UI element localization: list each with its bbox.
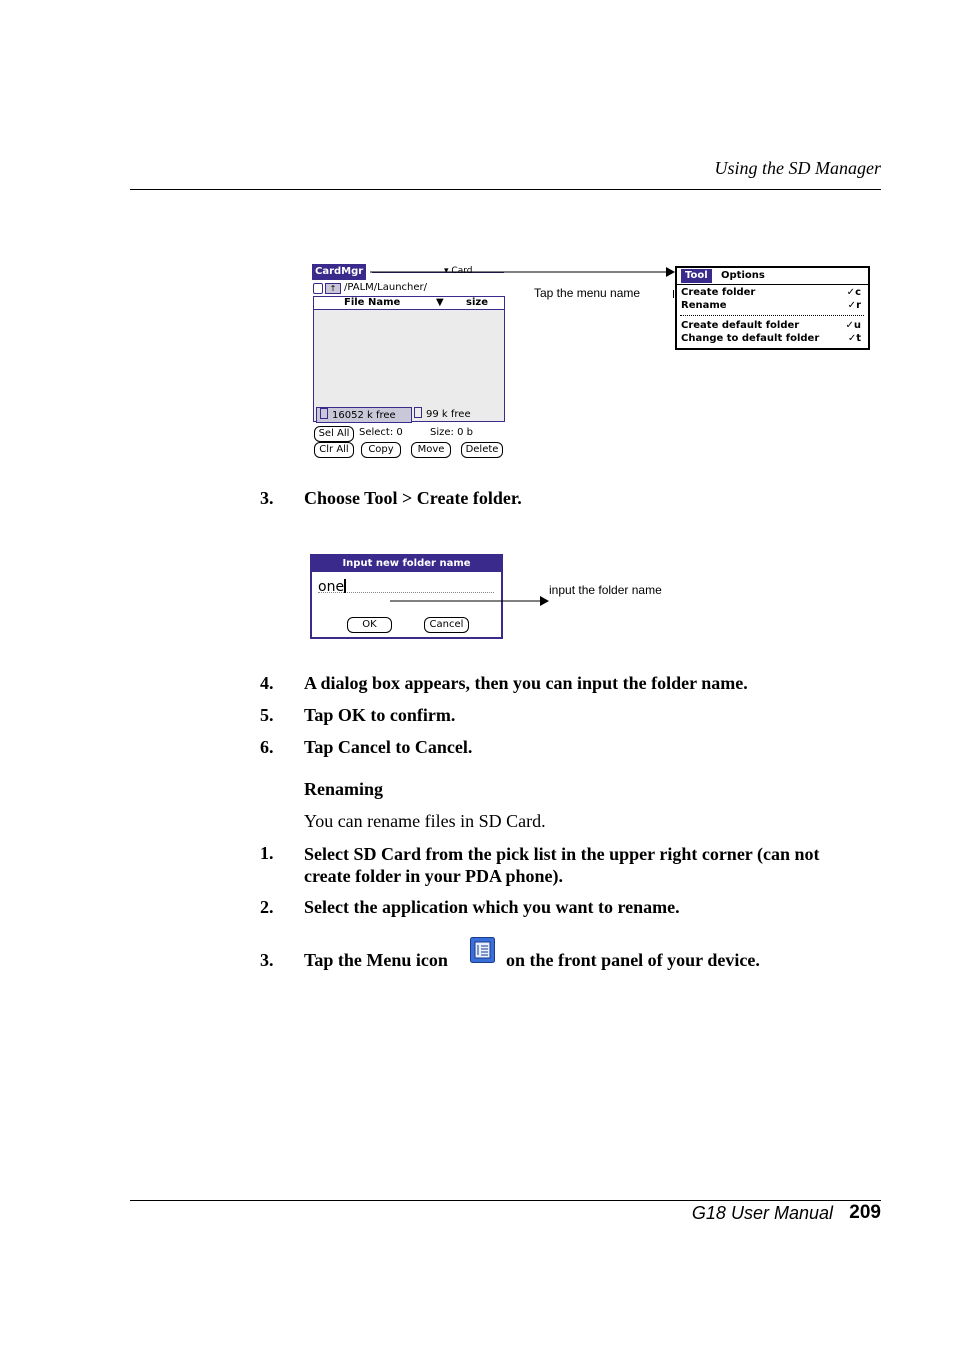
step-text: A dialog box appears, then you can input the folder name. <box>304 673 748 693</box>
folder-name-value: one <box>318 579 345 595</box>
step-number: 1. <box>260 843 274 863</box>
callout-tick <box>673 290 674 298</box>
shortcut-t: ✓t <box>847 333 861 344</box>
delete-button[interactable]: Delete <box>461 442 503 458</box>
text-cursor <box>344 579 346 593</box>
running-header: Using the SD Manager <box>714 158 881 178</box>
step-text: Tap Cancel to Cancel. <box>304 737 473 757</box>
section-intro: You can rename files in SD Card. <box>304 811 546 831</box>
card-free-space: 16052 k free <box>316 407 412 423</box>
sel-all-button[interactable]: Sel All <box>314 426 354 442</box>
device-memory-icon <box>414 407 422 418</box>
callout-arrow-2 <box>390 595 550 607</box>
file-list-header <box>314 297 504 310</box>
select-count: Select: 0 <box>359 427 403 438</box>
cancel-button[interactable]: Cancel <box>424 617 469 633</box>
column-size[interactable]: size <box>466 297 488 308</box>
step-text: Tap OK to confirm. <box>304 705 456 725</box>
section-heading: Renaming <box>304 779 384 799</box>
footer-rule <box>130 1200 881 1201</box>
move-button[interactable]: Move <box>411 442 451 458</box>
menu-tab-tool[interactable]: Tool <box>681 269 712 283</box>
step-text-before: Tap the Menu icon <box>304 950 448 970</box>
current-path: /PALM/Launcher/ <box>344 282 428 293</box>
copy-button[interactable]: Copy <box>361 442 401 458</box>
footer-title: G18 User Manual <box>691 1203 833 1223</box>
ok-button[interactable]: OK <box>347 617 392 633</box>
menu-item-change-to-default-folder[interactable]: Change to default folder ✓t <box>681 333 861 344</box>
step-number: 3. <box>260 950 274 970</box>
card-icon <box>320 408 328 419</box>
step-text: Choose Tool > Create folder. <box>304 488 522 508</box>
step-text: Select the application which you want to rename. <box>304 897 680 917</box>
folder-up-icon[interactable]: ↑ <box>325 283 341 294</box>
device-icon[interactable] <box>313 283 323 294</box>
cardmgr-screenshot <box>312 263 505 459</box>
menu-item-rename[interactable]: Rename ✓r <box>681 300 861 311</box>
dialog-title: Input new folder name <box>312 556 501 572</box>
callout-menu-name: Tap the menu name <box>534 286 641 300</box>
step-number: 5. <box>260 705 274 725</box>
step-number: 2. <box>260 897 274 917</box>
clr-all-button[interactable]: Clr All <box>314 442 354 458</box>
header-rule <box>130 189 881 190</box>
callout-folder-name: input the folder name <box>549 583 662 597</box>
step-text: Select SD Card from the pick list in the upper right corner (can not create folder in your PDA phone). <box>304 844 820 886</box>
menu-icon <box>470 937 495 963</box>
app-title: CardMgr <box>312 264 366 280</box>
shortcut-c: ✓c <box>846 287 861 298</box>
menu-separator <box>680 315 864 316</box>
path-row <box>312 282 505 294</box>
step-number: 3. <box>260 488 274 508</box>
shortcut-u: ✓u <box>845 320 861 331</box>
menu-item-create-default-folder[interactable]: Create default folder ✓u <box>681 320 861 331</box>
menu-bar <box>677 268 868 285</box>
page-number: 209 <box>849 1202 881 1223</box>
menu-tab-options[interactable]: Options <box>721 270 765 281</box>
sort-triangle-icon[interactable]: ▼ <box>436 297 444 308</box>
size-total: Size: 0 b <box>430 427 473 438</box>
step-text-after: on the front panel of your device. <box>506 950 760 970</box>
callout-arrow-1 <box>370 266 676 278</box>
card-selector-label: Card <box>451 266 473 276</box>
file-list[interactable] <box>313 296 505 422</box>
column-file-name[interactable]: File Name <box>344 297 401 308</box>
device-free-space: 99 k free <box>414 407 471 422</box>
dropdown-triangle-icon: ▾ <box>444 266 449 276</box>
shortcut-r: ✓r <box>847 300 861 311</box>
step-number: 4. <box>260 673 274 693</box>
menu-item-create-folder[interactable]: Create folder ✓c <box>681 287 861 298</box>
step-number: 6. <box>260 737 274 757</box>
tool-menu-screenshot <box>675 266 870 350</box>
